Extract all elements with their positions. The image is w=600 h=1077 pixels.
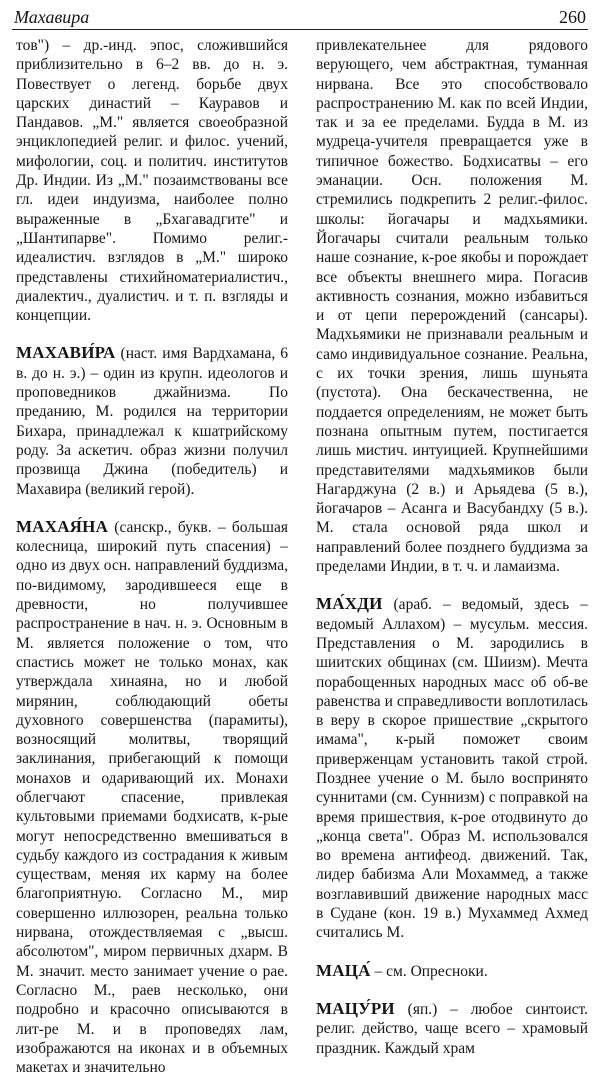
headword-mahayana: МАХАЯ́НА: [16, 516, 109, 536]
headword-mahdi: МА́ХДИ: [316, 594, 383, 614]
entry-mahdi: [316, 594, 588, 942]
page-number: 260: [559, 7, 586, 27]
definition-matsa: – см. Опресноки.: [370, 962, 488, 980]
headword-matsuri: МАЦУ́РИ: [316, 998, 395, 1018]
definition-mahdi: (араб. – ведомый, здесь – ведомый Аллахом) – мусульм. мессия. Представления о М. зародились в шиитских общинах (см. Шиизм). Мечта порабощенных народных масс об об-ве равенства и справедливости воплотилась в веру в скорое пришествие „скрытого имама", к-рый поможет своим приверженцам установить такой строй. Позднее учение о М. было воспринято суннитами (см. Суннизм) с поправкой на время пришествия, к-рое отодвинуто до „конца света". Образ М. использовался во времена антифеод. движений. Так, лидер бабизма Али Мохаммед, а также возглавивший движение народных масс в Судане (кон. 19 в.) Мухаммед Ахмед считались М.: [316, 596, 588, 942]
header-rule: [12, 29, 588, 30]
headword-mahavira: МАХАВИ́РА: [16, 343, 116, 363]
entry-mahavira: [16, 343, 288, 498]
right-column: [316, 36, 588, 1058]
definition-mahavira: (наст. имя Вардхамана, 6 в. до н. э.) – один из крупн. идеологов и проповедников джайнизма. По преданию, М. родился на территории Бихара, принадлежал к кшатрийскому роду. За аскетич. образ жизни получил прозвища Джина (победитель) и Махавира (великий герой).: [16, 345, 288, 498]
headword-matsa: МАЦА́: [316, 960, 371, 980]
entry-matsuri: [316, 999, 588, 1058]
entry-continuation-text: тов") – др.-инд. эпос, сложившийся приблизительно в 6–2 вв. до н. э. Повествует о легенд. борьбе двух царских династий – Кауравов и Пандавов. „М." является своеобразной энциклопедией религ. и филос. учений, мифологии, соц. и политич. институтов Др. Индии. Из „М." позаимствованы все гл. идеи индуизма, наиболее полно выраженные в „Бхагавадгите" и „Шантипарве". Помимо религ.-идеалистич. взглядов в „М." широко представлены стихийноматериалистич., диалектич., дуалистич. и т. п. взгляды и концепции.: [16, 37, 288, 325]
page-header: [12, 4, 588, 30]
entry-mahayana: [16, 517, 288, 1077]
definition-mahayana: (санскр., букв. – большая колесница, широкий путь спасения) – одно из двух осн. направлений буддизма, по-видимому, зародившееся еще в древности, но получившее распространение в нач. н. э. Основным в М. является положение о том, что спастись может не только монах, как утверждала хинаяна, но и любой мирянин, соблюдающий обеты духовного совершенства (парамиты), возносящий молитвы, творящий заклинания, прибегающий к помощи монахов и одаривающий их. Монахи облегчают спасение, привлекая культовыми приемами бодхисатв, к-рые могут непосредственно вмешиваться в судьбу каждого из сострадания к живым существам, меняя их карму на более благоприятную. Согласно М., мир совершенно иллюзорен, реальна только нирвана, отождествляемая с „высш. абсолютом", миром первичных дхарм. В М. значит. место занимает учение о рае. Согласно М., раев несколько, они подробно и красочно описываются в лит-ре М. и в проповедях лам, изображаются на иконах и в объемных макетах и значительно: [16, 518, 288, 1077]
definition-matsuri: (яп.) – любое синтоист. религ. действо, чаще всего – храмовый праздник. Каждый храм: [316, 1000, 588, 1057]
running-head: Махавира: [14, 7, 90, 27]
left-column: [16, 36, 288, 1077]
entry-matsa: [316, 961, 588, 981]
mahayana-continuation-text: привлекательнее для рядового верующего, чем абстрактная, туманная нирвана. Все это способствовало распространению М. как по всей Индии, так и за ее пределами. Будда в М. из мудреца-учителя превращается уже в типичное божество. Бодхисатвы – его эманации. Осн. положения М. стремились подкрепить 2 религ.-филос. школы: йогачары и мадхьямики. Йогачары считали реальным только наше сознание, к-рое якобы и порождает все объекты внешнего мира. Погасив активность сознания, можно избавиться и от цепи перерождений (сансары). Мадхьямики не признавали реальным и само индивидуальное сознание. Реальна, с их точки зрения, лишь шуньята (пустота). Она бескачественна, не поддается определениям, не может быть познана опытным путем, постигается лишь мистич. интуицией. Крупнейшими представителями мадхьямиков были Нагарджуна (2 в.) и Арьядева (5 в.), йогачаров – Асанга и Васубандху (5 в.). М. стала основой ряда школ и направлений более позднего буддизма за пределами Индии, в т. ч. и ламаизма.: [316, 37, 588, 576]
